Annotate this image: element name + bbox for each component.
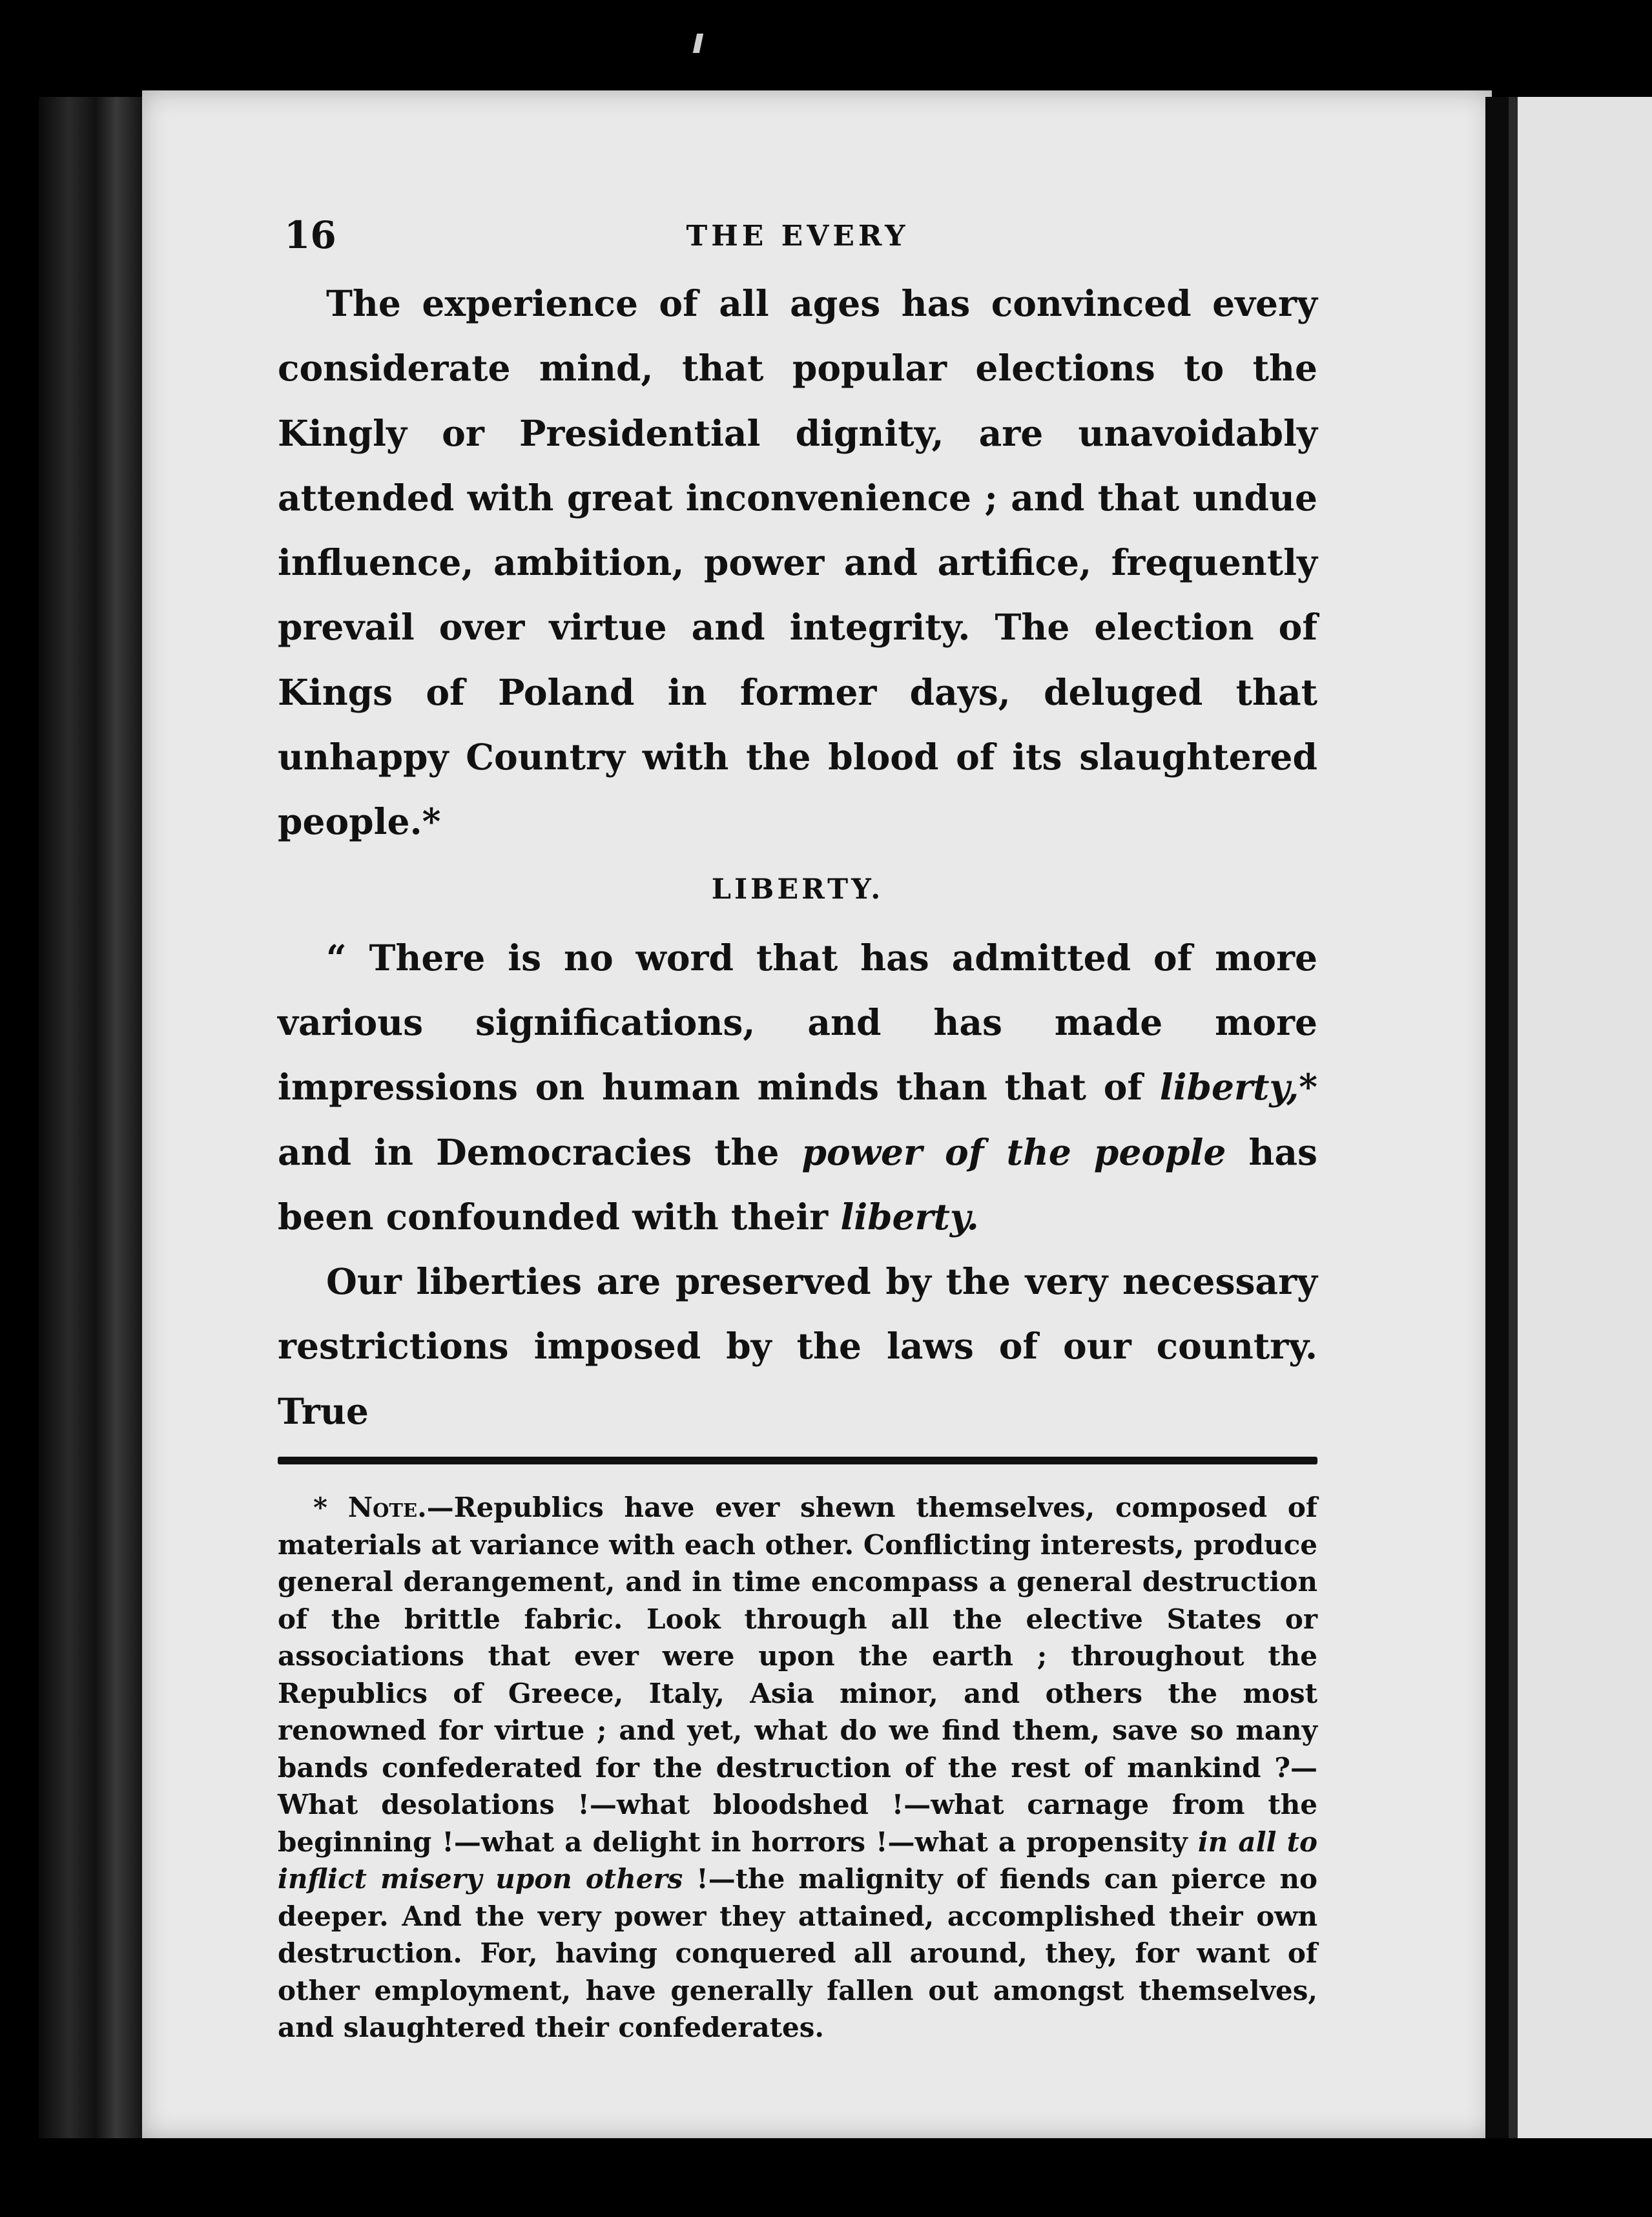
paragraph-liberty-quote: [278, 926, 1317, 1249]
section-heading-liberty: LIBERTY.: [711, 873, 884, 906]
book-binding: [39, 97, 142, 2138]
scan-mark: [693, 34, 703, 53]
footnote-text-2: !—the malignity of fiends can pierce no deeper. And the very power they attained, accomplished their own destruction. For, having conquered all around, they, for want of other employment, have generally fallen out amongst themselves, and slaughtered their confederates.: [278, 1863, 1318, 2044]
quote-emphasis-liberty: liberty,: [1159, 1066, 1299, 1108]
running-head-title: THE EVERY: [686, 220, 909, 253]
facing-page: [1509, 97, 1652, 2138]
running-head: [278, 213, 1317, 271]
footnote-emphasis: in all to inflict misery upon others: [278, 1826, 1317, 1895]
quote-emphasis-power: power of the people: [801, 1130, 1226, 1173]
paragraph-elections: The experience of all ages has convinced every considerate mind, that popular elections to the Kingly or Presidential dignity, are unavoidably attended with great inconvenience ; and that undue influence, ambition, power and artifice, frequently prevail over virtue and integrity. The election of Kings of Poland in former days, deluged that unhappy Country with the blood of its slaughtered people.*: [278, 282, 1317, 843]
page-gutter: [1485, 97, 1509, 2138]
footnote-rule: [278, 1457, 1317, 1464]
page-number: 16: [284, 213, 336, 257]
footnote-text-1: —Republics have ever shewn themselves, composed of materials at variance with each other. Conflicting interests, produce general derangement, and in time encompass a general destruction of the brittle fabric. Look through all the elective States or associations that ever were upon the earth ; throughout the Republics of Greece, Italy, Asia minor, and others the most renowned for virtue ; and yet, what do we find them, save so many bands confederated for the destruction of the rest of mankind ?—What desolations !—what bloodshed !—what carnage from the beginning !—what a delight in horrors !—what a propensity: [278, 1492, 1317, 1858]
quote-text-1: “ There is no word that has admitted of more various significations, and has made more impressions on human minds than that of: [278, 936, 1317, 1108]
quote-text-3: has been confounded with their: [278, 1130, 1317, 1238]
quote-text-2: * and in Democracies the: [278, 1066, 1317, 1173]
quote-emphasis-liberty-2: liberty.: [840, 1195, 979, 1238]
facing-page-edge: [1509, 97, 1518, 2138]
paragraph-restrictions: Our liberties are preserved by the very necessary restrictions imposed by the laws of our country. True: [278, 1260, 1317, 1432]
footnote-label: Note.: [347, 1492, 427, 1524]
footnote-marker: *: [313, 1492, 348, 1524]
page-content: [278, 213, 1317, 2046]
footnote: [278, 1489, 1317, 2046]
